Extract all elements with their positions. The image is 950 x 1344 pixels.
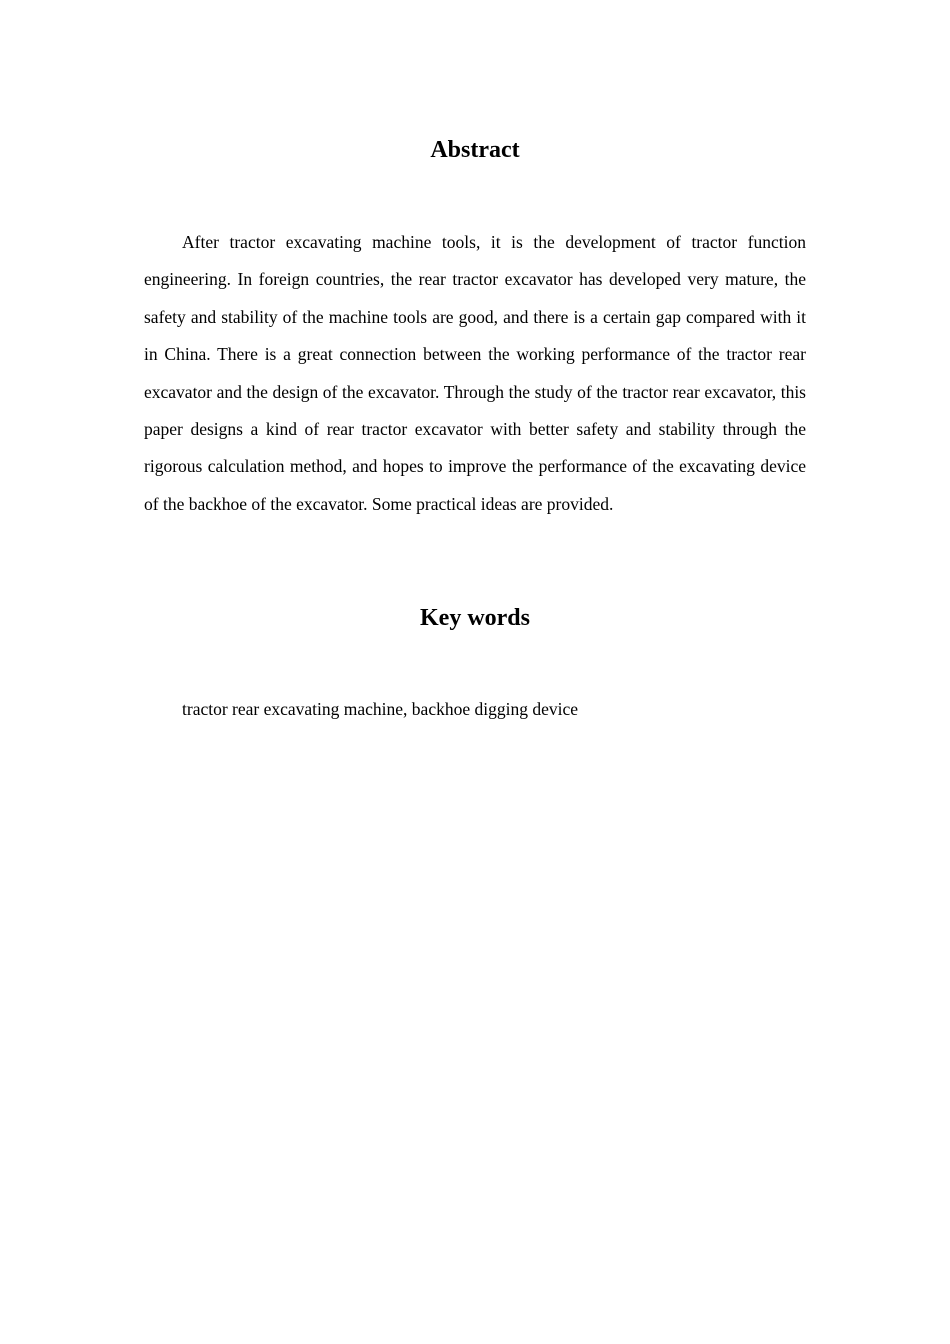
abstract-heading: Abstract	[430, 137, 520, 163]
keywords-heading: Key words	[420, 605, 530, 631]
abstract-paragraph: After tractor excavating machine tools, it is the development of tractor function engineering. In foreign countries, the rear tractor excavator has developed very mature, the safety and stability of the machine tools are good, and there is a certain gap compared with it in China. There is a great connection between the working performance of the tractor rear excavator and the design of the excavator. Through the study of the tractor rear excavator, this paper designs a kind of rear tractor excavator with better safety and stability through the rigorous calculation method, and hopes to improve the performance of the excavating device of the backhoe of the excavator. Some practical ideas are provided.	[144, 232, 806, 514]
keywords-text: tractor rear excavating machine, backhoe digging device	[182, 699, 578, 719]
